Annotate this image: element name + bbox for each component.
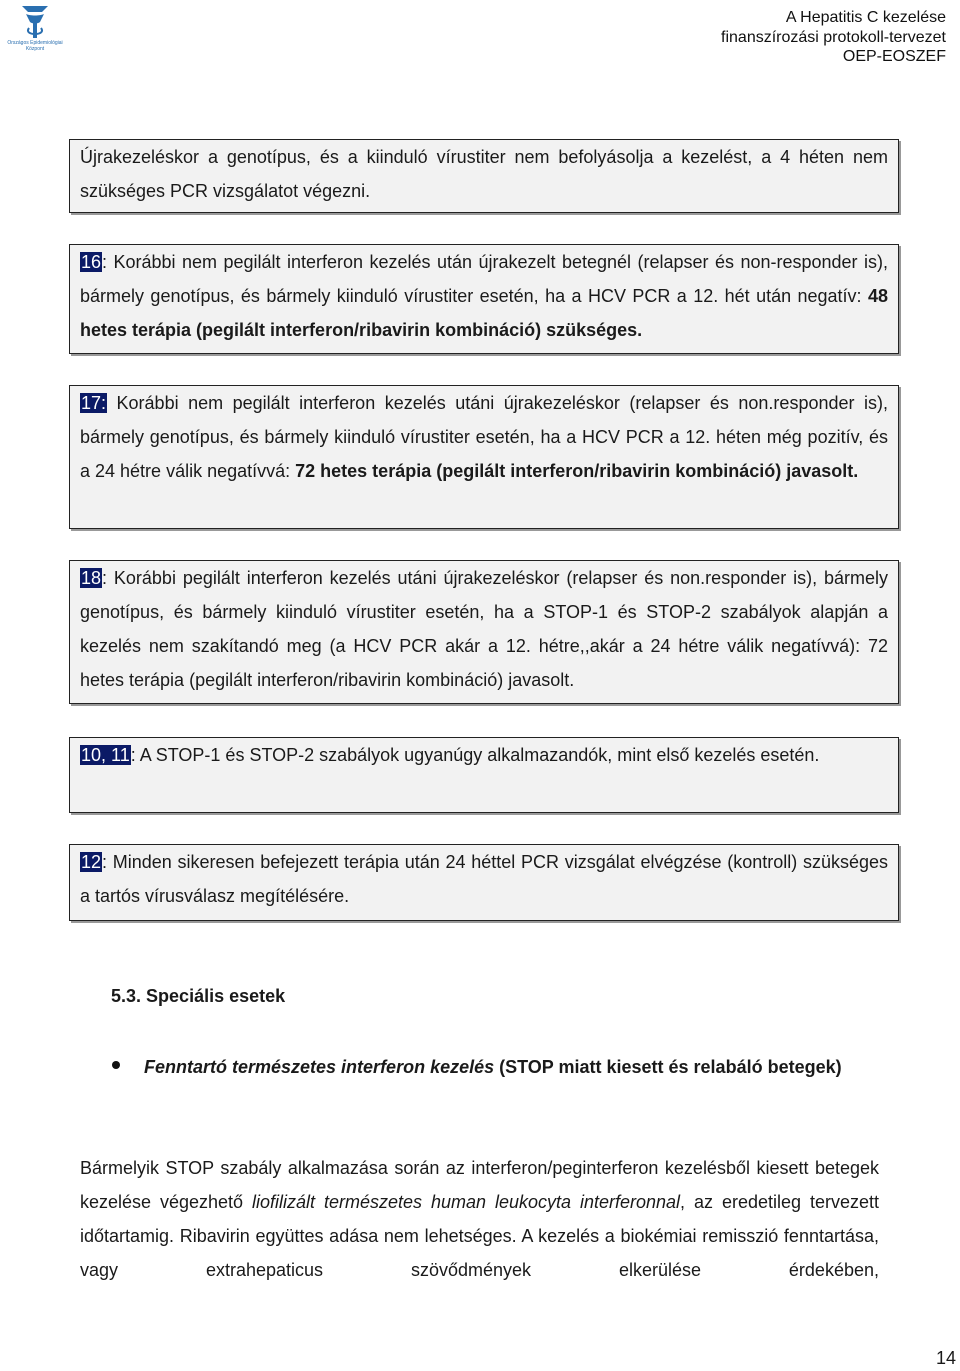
box-text: Korábbi nem pegilált interferon kezelés utáni újrakezeléskor (relapser és non.responder is), bármely genotípus, és bármely kiinduló vírustiter esetén, ha a HCV PCR a 12. héten még pozitív, és a 24 hétre válik negatívvá: xyxy=(80,393,888,481)
section-number: 5.3. xyxy=(111,986,142,1006)
bullet-icon xyxy=(112,1061,120,1069)
box-text: : Minden sikeresen befejezett terápia után 24 héttel PCR vizsgálat elvégzése (kontroll) szükséges a tartós vírusválasz megítélésére. xyxy=(80,852,888,906)
box-text: : A STOP-1 és STOP-2 szabályok ugyanúgy alkalmazandók, mint első kezelés esetén. xyxy=(130,745,820,765)
box-text: : Korábbi pegilált interferon kezelés utáni újrakezeléskor (relapser és non.responder is), bármely genotípus, és bármely kiinduló vírustiter esetén, ha a STOP-1 és STOP-2 szabályok alapján a kezelés nem szakítandó meg (a HCV PCR akár a 12. hétre,,akár a 24 hétre válik negatívvá): 72 hetes terápia (pegilált interferon/ribavirin kombináció) javasolt. xyxy=(80,568,888,690)
header-subtitle: finanszírozási protokoll-tervezet xyxy=(721,28,946,46)
document-header xyxy=(721,8,946,67)
reference-tag: 10, 11 xyxy=(81,745,130,765)
paragraph-italic-text: liofilizált természetes human leukocyta interferonnal xyxy=(252,1192,681,1212)
page-number: 14 xyxy=(935,1348,956,1368)
box-bold-text: 72 hetes terápia (pegilált interferon/ribavirin kombináció) javasolt. xyxy=(295,461,859,481)
header-title: A Hepatitis C kezelése xyxy=(785,9,946,26)
logo-text: Országos Epidemiológiai Központ xyxy=(7,40,63,52)
section-heading xyxy=(111,986,285,1007)
note-box-18 xyxy=(69,560,899,704)
box-text: : Korábbi nem pegilált interferon kezelés után újrakezelt betegnél (relapser és non-responder is), bármely genotípus, és bármely kiinduló vírustiter esetén, ha a HCV PCR a 12. hét után negatív: xyxy=(80,252,888,306)
note-box-retreatment xyxy=(69,139,899,213)
note-box-17 xyxy=(69,385,899,529)
note-box-10-11 xyxy=(69,737,899,813)
box-bold-text: 48 hetes terápia (pegilált interferon/ribavirin kombináció) szükséges. xyxy=(80,286,888,340)
note-box-12 xyxy=(69,844,899,921)
paragraph-text-continued: , az eredetileg tervezett időtartamig. Ribavirin együttes adása nem lehetséges. A kezelés a biokémiai remisszió fenntartása, vagy extrahepaticus szövődmények elkerülése érdekében, xyxy=(80,1192,879,1280)
reference-tag: 17: xyxy=(81,393,107,413)
box-text: Újrakezeléskor a genotípus, és a kiinduló vírustiter nem befolyásolja a kezelést, a 4 héten nem szükséges PCR vizsgálatot végezni. xyxy=(80,147,888,201)
section-title: Speciális esetek xyxy=(146,986,286,1006)
reference-tag: 18 xyxy=(81,568,102,588)
bullet-item xyxy=(144,1050,879,1084)
note-box-16 xyxy=(69,244,899,354)
bullet-text: (STOP miatt kiesett és relabáló betegek) xyxy=(494,1057,842,1077)
reference-tag: 16 xyxy=(81,252,102,272)
bullet-italic-text: Fenntartó természetes interferon kezelés xyxy=(144,1057,495,1077)
body-paragraph xyxy=(80,1151,879,1287)
header-org: OEP-EOSZEF xyxy=(842,48,946,65)
paragraph-text: Bármelyik STOP szabály alkalmazása során az interferon/peginterferon kezelésből kiesett betegek kezelése végezhető xyxy=(80,1158,879,1212)
reference-tag: 12 xyxy=(81,852,102,872)
